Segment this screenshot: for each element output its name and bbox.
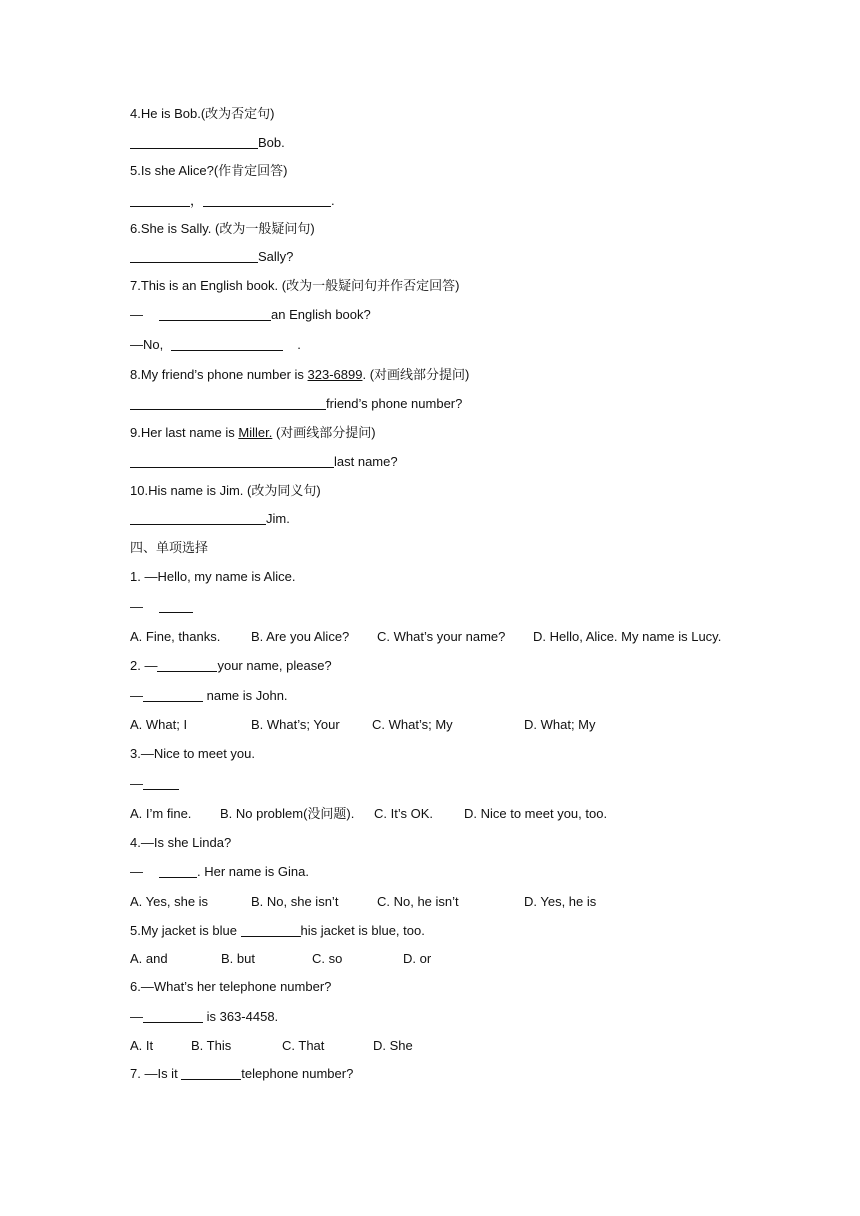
question-6 (130, 220, 315, 238)
answer-line-5 (130, 192, 335, 210)
question-instruction: . (对画线部分提问) (362, 367, 470, 382)
option-d[interactable]: D. Yes, he is (524, 894, 597, 909)
question-7-text: 7.This is an English book. (改为一般疑问句并作否定回答) (130, 278, 460, 293)
answer-blank[interactable] (171, 337, 283, 351)
option-b[interactable]: B. This (191, 1038, 232, 1053)
question-10 (130, 482, 321, 500)
answer-line-8 (130, 395, 462, 413)
answer-blank[interactable] (130, 249, 258, 263)
answer-blank[interactable] (130, 396, 326, 410)
answer-end: . (297, 337, 301, 352)
answer-line-9 (130, 453, 398, 471)
mc-question-2 (130, 657, 332, 675)
question-text: 5.My jacket is blue (130, 923, 241, 938)
option-d[interactable]: D. Hello, Alice. My name is Lucy. (533, 629, 722, 644)
answer-line-4 (130, 134, 285, 152)
question-text: 8.My friend’s phone number is (130, 367, 308, 382)
question-7 (130, 277, 459, 295)
question-5 (130, 162, 288, 180)
option-b[interactable]: B. Are you Alice? (251, 629, 350, 644)
separator: ， (190, 193, 204, 208)
answer-blank[interactable] (130, 511, 266, 525)
answer-blank[interactable] (159, 599, 193, 613)
answer-suffix: Sally? (258, 249, 294, 264)
answer-blank[interactable] (143, 1009, 203, 1023)
answer-blank[interactable] (130, 454, 334, 468)
answer-line-10 (130, 510, 290, 528)
answer-blank[interactable] (159, 864, 197, 878)
answer-blank[interactable] (181, 1066, 241, 1080)
option-c[interactable]: C. What’s; My (372, 717, 453, 732)
option-a[interactable]: A. Fine, thanks. (130, 629, 221, 644)
dialogue-dash: — (130, 599, 143, 614)
mc-question-5 (130, 922, 425, 940)
answer-blank[interactable] (203, 193, 331, 207)
mc-question-7 (130, 1065, 353, 1083)
question-9 (130, 424, 376, 442)
option-b[interactable]: B. No, she isn’t (251, 894, 339, 909)
underlined-part: 323-6899 (307, 367, 363, 382)
question-5-text: 5.Is she Alice?(作肯定回答) (130, 163, 288, 178)
question-text: telephone number? (241, 1066, 354, 1081)
option-a[interactable]: A. What; I (130, 717, 188, 732)
option-d[interactable]: D. She (373, 1038, 413, 1053)
answer-line-6 (130, 248, 293, 266)
answer-prefix: —No, (130, 337, 164, 352)
dialogue-dash: — (130, 1009, 143, 1024)
dialogue-dash: — (130, 688, 143, 703)
question-4 (130, 105, 274, 123)
answer-suffix: last name? (334, 454, 398, 469)
section-title: 四、单项选择 (130, 540, 209, 555)
answer-line-7b (130, 336, 301, 354)
option-a[interactable]: A. Yes, she is (130, 894, 209, 909)
question-8 (130, 366, 469, 384)
mc-answer-line-6 (130, 1008, 278, 1026)
answer-text: name is John. (203, 688, 288, 703)
question-text: 2. — (130, 658, 158, 673)
answer-text: is 363-4458. (203, 1009, 279, 1024)
option-a[interactable]: A. I’m fine. (130, 806, 192, 821)
option-d[interactable]: D. Nice to meet you, too. (464, 806, 608, 821)
question-text: his jacket is blue, too. (300, 923, 425, 938)
answer-suffix: Jim. (266, 511, 290, 526)
option-d[interactable]: D. or (403, 951, 432, 966)
mc-answer-line-4 (130, 863, 309, 881)
answer-line-7a (130, 306, 371, 324)
question-text: your name, please? (217, 658, 332, 673)
option-c[interactable]: C. It’s OK. (374, 806, 433, 821)
answer-blank[interactable] (159, 307, 271, 321)
answer-blank[interactable] (130, 135, 258, 149)
dialogue-dash: — (130, 776, 143, 791)
option-a[interactable]: A. It (130, 1038, 154, 1053)
mc-question-3: 3.—Nice to meet you. (130, 746, 255, 761)
mc-answer-line-2 (130, 687, 288, 705)
answer-blank[interactable] (143, 776, 179, 790)
answer-blank[interactable] (143, 688, 203, 702)
question-4-text: 4.He is Bob.(改为否定句) (130, 106, 275, 121)
dialogue-dash: — (130, 307, 143, 322)
question-text: 7. —Is it (130, 1066, 182, 1081)
underlined-part: Miller. (238, 425, 273, 440)
option-d[interactable]: D. What; My (524, 717, 596, 732)
mc-question-4: 4.—Is she Linda? (130, 835, 232, 850)
question-instruction: (对画线部分提问) (272, 425, 376, 440)
dialogue-dash: — (130, 864, 143, 879)
mc-answer-line-3 (130, 775, 179, 793)
mc-question-6: 6.—What’s her telephone number? (130, 979, 332, 994)
option-c[interactable]: C. What’s your name? (377, 629, 506, 644)
option-b[interactable]: B. What’s; Your (251, 717, 340, 732)
option-c[interactable]: C. so (312, 951, 343, 966)
option-b[interactable]: B. No problem(没问题). (220, 806, 355, 821)
answer-blank[interactable] (157, 658, 217, 672)
option-c[interactable]: C. That (282, 1038, 325, 1053)
question-text: 9.Her last name is (130, 425, 239, 440)
option-b[interactable]: B. but (221, 951, 255, 966)
answer-end: . (331, 193, 335, 208)
answer-blank[interactable] (241, 923, 301, 937)
mc-answer-line-1 (130, 598, 193, 616)
answer-text: . Her name is Gina. (197, 864, 309, 879)
option-a[interactable]: A. and (130, 951, 168, 966)
answer-blank[interactable] (130, 193, 190, 207)
question-6-text: 6.She is Sally. (改为一般疑问句) (130, 221, 315, 236)
answer-suffix: Bob. (258, 135, 285, 150)
option-c[interactable]: C. No, he isn’t (377, 894, 459, 909)
mc-question-1: 1. —Hello, my name is Alice. (130, 569, 296, 584)
question-10-text: 10.His name is Jim. (改为同义句) (130, 483, 321, 498)
answer-suffix: an English book? (271, 307, 371, 322)
answer-suffix: friend’s phone number? (326, 396, 463, 411)
